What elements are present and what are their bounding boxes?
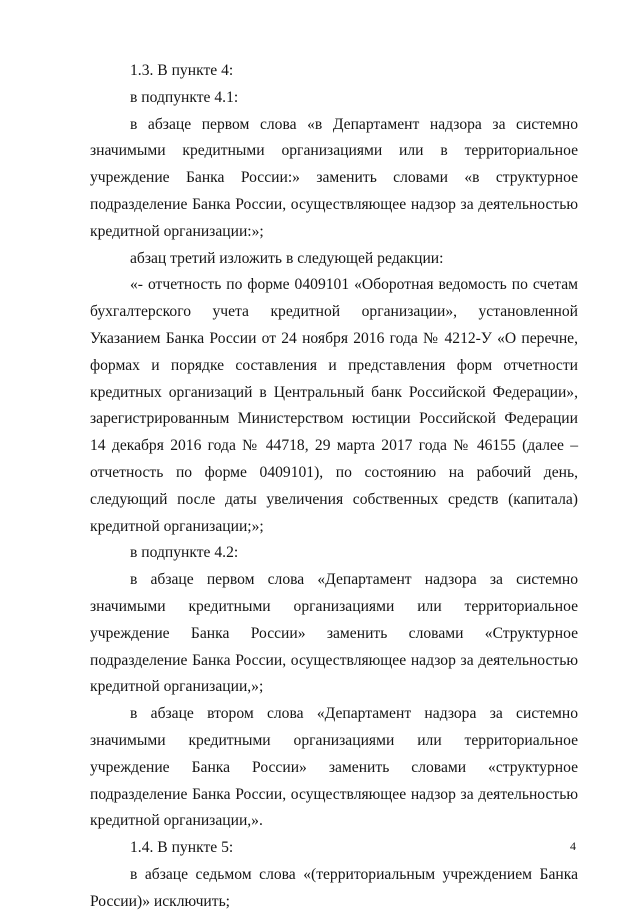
paragraph-4-1-first-abzac: в абзаце первом слова «в Департамент надзора за системно значимыми кредитными организациями или в территориальное учреждение Банка России:» заменить словами «в структурное подразделение Банка России, осуществляющее надзор за деятельностью кредитной организации:»; bbox=[90, 115, 578, 240]
paragraph-4-1-new-text: «- отчетность по форме 0409101 «Оборотная ведомость по счетам бухгалтерского учета кредитной организации», установленной Указанием Банка России от 24 ноября 2016 года № 4212-У «О перечне, формах и порядке составления и представления форм отчетности кредитных организаций в Центральный банк Российской Федерации», зарегистрированным Министерством юстиции Российской Федерации 14 декабря 2016 года № 44718, 29 марта 2017 года № 46155 (далее – отчетность по форме 0409101), по состоянию на рабочий день, следующий после даты увеличения собственных средств (капитала) кредитной организации;»; bbox=[90, 276, 578, 535]
paragraph-4-2-first-abzac: в абзаце первом слова «Департамент надзора за системно значимыми кредитными организациями или территориальное учреждение Банка России» заменить словами «Структурное подразделение Банка России, осуществляющее надзор за деятельностью кредитной организации,»; bbox=[90, 571, 578, 696]
paragraph-subpoint-4-1: в подпункте 4.1: bbox=[130, 88, 239, 106]
paragraph-subpoint-4-2: в подпункте 4.2: bbox=[130, 544, 239, 562]
paragraph-4-1-third-abzac-intro: абзац третий изложить в следующей редакции: bbox=[130, 249, 444, 267]
document-body bbox=[90, 58, 578, 916]
paragraph-4-2-second-abzac: в абзаце втором слова «Департамент надзора за системно значимыми кредитными организациями или территориальное учреждение Банка России» заменить словами «структурное подразделение Банка России, осуществляющее надзор за деятельностью кредитной организации,». bbox=[90, 705, 578, 830]
paragraph-5-seventh-abzac: в абзаце седьмом слова «(территориальным учреждением Банка России)» исключить; bbox=[90, 865, 578, 910]
paragraph-1-3-heading: 1.3. В пункте 4: bbox=[130, 62, 234, 79]
page-number: 4 bbox=[570, 839, 576, 853]
paragraph-1-4-heading: 1.4. В пункте 5: bbox=[130, 839, 234, 857]
